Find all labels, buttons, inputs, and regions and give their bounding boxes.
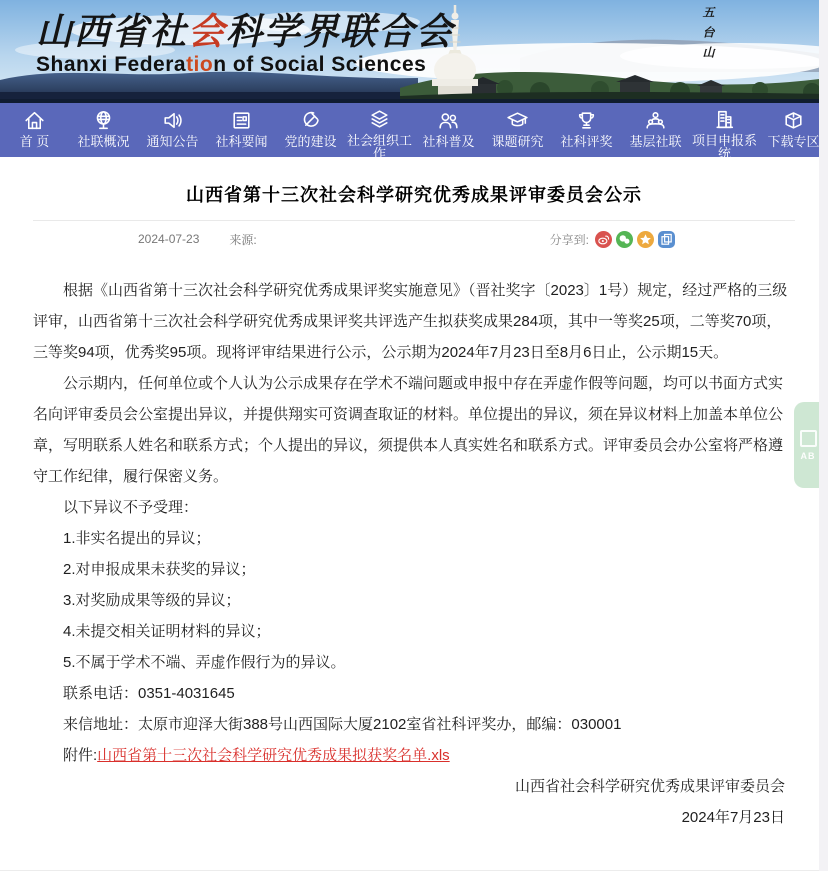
nav-item-1[interactable] bbox=[0, 103, 69, 157]
article-paragraph: 根据《山西省第十三次社会科学研究优秀成果评奖实施意见》（晋社奖字〔2023〕1号）规定，经过严格的三级评审，山西省第十三次社会科学研究优秀成果评奖共评选产生拟获奖成果284项，其中一等奖25项，二等奖70项，三等奖94项，优秀奖95项。现将评审结果进行公示，公示期为2024年7月23日至8月6日止，公示期15天。 bbox=[33, 282, 788, 361]
nav-item-label: 社科要闻 bbox=[215, 134, 268, 149]
nav-item-11[interactable] bbox=[690, 103, 759, 161]
nav-item-label: 社科普及 bbox=[422, 134, 475, 149]
party-emblem-icon bbox=[298, 107, 323, 133]
site-title-zh: 山西省社会科学界联合会 bbox=[36, 10, 455, 54]
newspaper-icon bbox=[229, 107, 254, 133]
nav-item-6[interactable] bbox=[345, 103, 414, 161]
publish-date: 2024-07-23 bbox=[138, 232, 200, 246]
nav-item-8[interactable] bbox=[483, 103, 552, 157]
share-bar bbox=[550, 221, 675, 257]
people-icon bbox=[436, 107, 461, 133]
site-brand bbox=[36, 12, 454, 77]
site-banner bbox=[0, 0, 828, 103]
attachment-prefix: 附件: bbox=[63, 747, 98, 764]
nav-item-label: 基层社联 bbox=[629, 134, 682, 149]
nav-item-label: 社联概况 bbox=[77, 134, 130, 149]
attachment-row bbox=[33, 740, 795, 771]
article-meta-row bbox=[33, 221, 795, 257]
accessibility-box-icon bbox=[800, 430, 817, 447]
nav-item-10[interactable] bbox=[621, 103, 690, 157]
signature-committee: 山西省社会科学研究优秀成果评审委员会 bbox=[514, 778, 785, 795]
building-icon bbox=[712, 107, 737, 132]
attachment-link[interactable]: 山西省第十三次社会科学研究优秀成果拟获奖名单.xls bbox=[97, 747, 450, 764]
download-box-icon bbox=[781, 107, 806, 133]
nav-item-label: 社会组织工作 bbox=[347, 133, 413, 161]
nav-item-3[interactable] bbox=[138, 103, 207, 157]
article-paragraph: 3.对奖励成果等级的异议； bbox=[63, 592, 241, 609]
nav-item-12[interactable] bbox=[759, 103, 828, 157]
nav-item-2[interactable] bbox=[69, 103, 138, 157]
home-icon bbox=[22, 107, 47, 133]
group-icon bbox=[643, 107, 668, 133]
wechat-icon[interactable] bbox=[616, 231, 633, 248]
article-paragraph: 联系电话：0351-4031645 bbox=[63, 685, 235, 702]
weibo-icon[interactable] bbox=[595, 231, 612, 248]
article-paragraph: 公示期内，任何单位或个人认为公示成果存在学术不端问题或申报中存在弄虚作假等问题，均可以书面方式实名向评审委员会公室提出异议，并提供翔实可资调查取证的材料。单位提出的异议，须在异议材料上加盖本单位公章，写明联系人姓名和联系方式；个人提出的异议，须提供本人真实姓名和联系方式。评审委员会办公室将严格遵守工作纪律，履行保密义务。 bbox=[33, 375, 784, 485]
article-paragraph: 5.不属于学术不端、弄虚作假行为的异议。 bbox=[63, 654, 346, 671]
nav-item-label: 首 页 bbox=[19, 134, 50, 149]
trophy-icon bbox=[574, 107, 599, 133]
qzone-star-icon[interactable] bbox=[637, 231, 654, 248]
article-paragraph: 4.未提交相关证明材料的异议； bbox=[63, 623, 271, 640]
accessibility-label: AB bbox=[800, 450, 816, 461]
article-paragraph: 2.对申报成果未获奖的异议； bbox=[63, 561, 256, 578]
nav-item-label: 下载专区 bbox=[767, 134, 820, 149]
nav-item-5[interactable] bbox=[276, 103, 345, 157]
nav-item-4[interactable] bbox=[207, 103, 276, 157]
site-title-en: Shanxi Federation of Social Sciences bbox=[36, 53, 427, 76]
copy-link-icon[interactable] bbox=[658, 231, 675, 248]
scrollbar-track[interactable] bbox=[819, 0, 828, 871]
nav-item-9[interactable] bbox=[552, 103, 621, 157]
globe-icon bbox=[91, 107, 116, 133]
article-area bbox=[0, 184, 828, 833]
source-label: 来源: bbox=[229, 232, 257, 247]
nav-item-label: 党的建设 bbox=[284, 134, 337, 149]
nav-item-label: 课题研究 bbox=[491, 134, 544, 149]
article-body bbox=[33, 275, 795, 740]
article-paragraph: 来信地址：太原市迎泽大街388号山西国际大厦2102室省社科评奖办，邮编：030001 bbox=[63, 716, 622, 733]
wutaishan-label: 五台山 bbox=[701, 6, 715, 66]
speaker-icon bbox=[160, 107, 185, 133]
graduation-cap-icon bbox=[505, 107, 530, 133]
share-label: 分享到: bbox=[549, 232, 589, 247]
accessibility-widget[interactable] bbox=[794, 402, 822, 488]
page-title: 山西省第十三次社会科学研究优秀成果评审委员会公示 bbox=[186, 185, 642, 205]
article-paragraph: 以下异议不予受理： bbox=[63, 499, 199, 516]
main-navigation bbox=[0, 103, 828, 161]
nav-item-label: 项目申报系统 bbox=[692, 133, 758, 161]
nav-item-7[interactable] bbox=[414, 103, 483, 157]
signature-date: 2024年7月23日 bbox=[681, 809, 785, 826]
nav-item-label: 社科评奖 bbox=[560, 134, 613, 149]
article-paragraph: 1.非实名提出的异议； bbox=[63, 530, 211, 547]
nav-item-label: 通知公告 bbox=[146, 134, 199, 149]
layers-icon bbox=[367, 107, 392, 132]
